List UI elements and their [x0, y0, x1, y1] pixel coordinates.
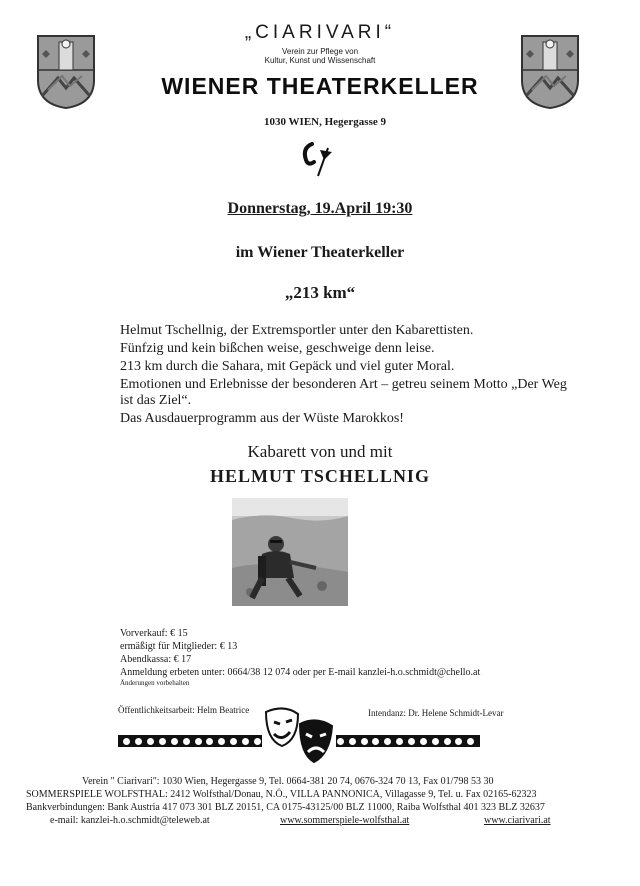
theater-masks-icon: [262, 706, 336, 773]
org-name: „CIARIVARI“: [244, 22, 396, 43]
price-abendkassa: Abendkassa: € 17: [120, 654, 192, 665]
price-vorverkauf: Vorverkauf: € 15: [120, 628, 188, 639]
changes-note: Änderungen vorbehalten: [120, 679, 190, 687]
ciarivari-logo-icon: [298, 140, 340, 185]
description-line: Fünfzig und kein bißchen weise, geschweige denn leise.: [120, 341, 435, 356]
link-ciarivari[interactable]: www.ciarivari.at: [484, 815, 551, 826]
venue-title: WIENER THEATERKELLER: [161, 73, 479, 99]
footer-sommerspiele: SOMMERSPIELE WOLFSTHAL: 2412 Wolfsthal/Donau, N.Ö., VILLA PANNONICA, Villagasse 9, Tel. u. Fax 02165-62323: [26, 789, 537, 800]
event-subtitle: Kabarett von und mit: [247, 442, 393, 461]
description-line: Helmut Tschellnig, der Extremsportler unter den Kabarettisten.: [120, 323, 474, 338]
footer-bank: Bankverbindungen: Bank Austria 417 073 301 BLZ 20151, CA 0175-43125/00 BLZ 11000, Raiba Wolfsthal 401 323 BLZ 32637: [26, 802, 545, 813]
org-tagline-1: Verein zur Pflege von: [281, 47, 359, 56]
description-line: ist das Ziel“.: [120, 393, 192, 408]
footer-email: e-mail: kanzlei-h.o.schmidt@teleweb.at: [50, 815, 210, 826]
performer-name: HELMUT TSCHELLNIG: [210, 466, 430, 486]
description-line: 213 km durch die Sahara, mit Gepäck und viel guter Moral.: [120, 359, 455, 374]
event-title: „213 km“: [284, 283, 356, 302]
intendanz-credit: Intendanz: Dr. Helene Schmidt-Levar: [368, 708, 504, 718]
pr-credit: Öffentlichkeitsarbeit: Helm Beatrice: [118, 705, 250, 715]
org-tagline-2: Kultur, Kunst und Wissenschaft: [264, 56, 376, 65]
event-location: im Wiener Theaterkeller: [235, 244, 405, 261]
performer-photo: [232, 498, 348, 606]
description-line: Das Ausdauerprogramm aus der Wüste Marokkos!: [120, 411, 404, 426]
address: 1030 WIEN, Hegergasse 9: [263, 116, 386, 128]
event-date: Donnerstag, 19.April 19:30: [227, 200, 413, 217]
link-sommerspiele[interactable]: www.sommerspiele-wolfsthal.at: [280, 815, 410, 826]
registration-info: Anmeldung erbeten unter: 0664/38 12 074 oder per E-mail kanzlei-h.o.schmidt@chello.at: [120, 667, 481, 678]
description-line: Emotionen und Erlebnisse der besonderen Art – getreu seinem Motto „Der Weg: [120, 377, 567, 392]
footer-association: Verein " Ciarivari": 1030 Wien, Hegergasse 9, Tel. 0664-381 20 74, 0676-324 70 13, Fax 01/798 53 30: [82, 776, 494, 787]
price-ermaessigt: ermäßigt für Mitglieder: € 13: [120, 641, 238, 652]
